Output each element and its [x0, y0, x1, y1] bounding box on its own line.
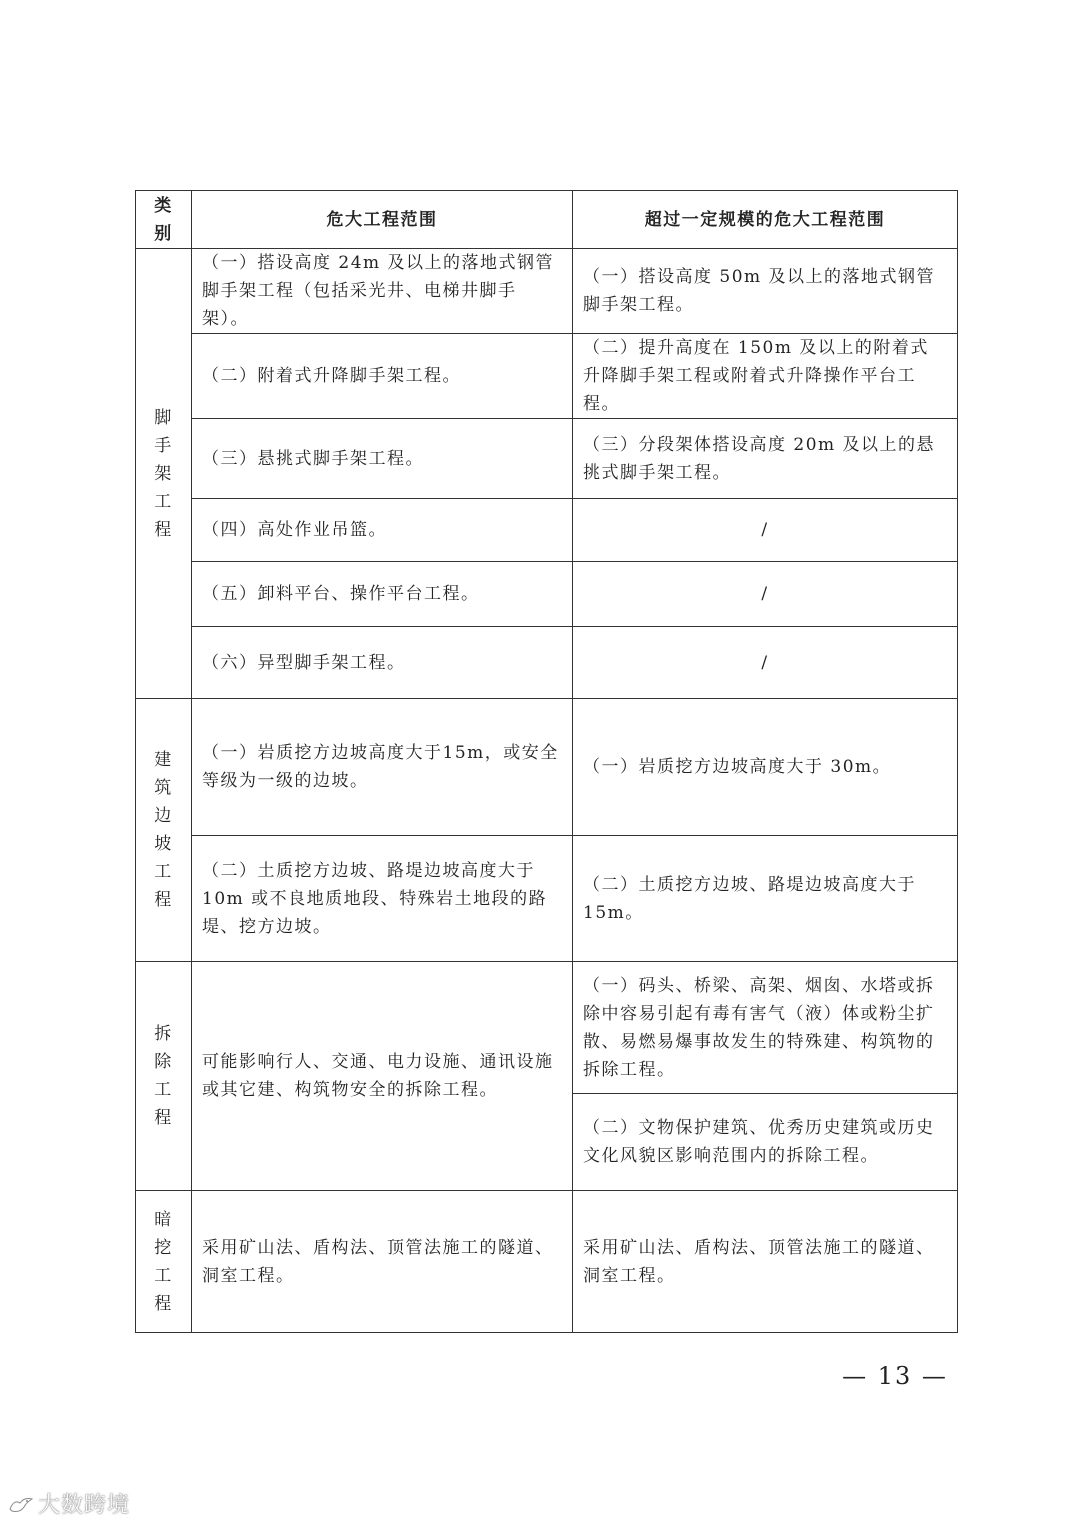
- large-scope-cell: （一）岩质挖方边坡高度大于 30m。: [573, 699, 958, 836]
- page-number: — 13 —: [842, 1362, 948, 1390]
- category-slope: 建筑边坡工程: [136, 699, 192, 962]
- scope-cell: （一）岩质挖方边坡高度大于15m，或安全等级为一级的边坡。: [192, 699, 573, 836]
- large-scope-cell: /: [573, 562, 958, 627]
- scope-cell: （一）搭设高度 24m 及以上的落地式钢管脚手架工程（包括采光井、电梯井脚手架）。: [192, 249, 573, 334]
- watermark-text: 大数跨境: [38, 1493, 131, 1518]
- large-scope-cell: （一）搭设高度 50m 及以上的落地式钢管脚手架工程。: [573, 249, 958, 334]
- table-row: [136, 499, 958, 562]
- table-row: [136, 1191, 958, 1333]
- scope-cell: （五）卸料平台、操作平台工程。: [192, 562, 573, 627]
- large-scope-cell: /: [573, 627, 958, 699]
- header-scope: 危大工程范围: [192, 191, 573, 249]
- scope-cell: 采用矿山法、盾构法、顶管法施工的隧道、洞室工程。: [192, 1191, 573, 1333]
- table-row: [136, 419, 958, 499]
- table-row: [136, 627, 958, 699]
- table-row: [136, 962, 958, 1094]
- large-scope-cell: （三）分段架体搭设高度 20m 及以上的悬挑式脚手架工程。: [573, 419, 958, 499]
- scope-cell: （三）悬挑式脚手架工程。: [192, 419, 573, 499]
- table-row: [136, 562, 958, 627]
- scope-cell: （二）土质挖方边坡、路堤边坡高度大于 10m 或不良地质地段、特殊岩土地段的路堤、挖方边坡。: [192, 836, 573, 962]
- large-scope-cell: /: [573, 499, 958, 562]
- table-header-row: [136, 191, 958, 249]
- category-tunneling: 暗挖工程: [136, 1191, 192, 1333]
- table-row: [136, 334, 958, 419]
- scope-cell: （四）高处作业吊篮。: [192, 499, 573, 562]
- hazard-scope-table: [135, 190, 958, 1333]
- large-scope-cell: （一）码头、桥梁、高架、烟囱、水塔或拆除中容易引起有毒有害气（液）体或粉尘扩散、易燃易爆事故发生的特殊建、构筑物的拆除工程。: [573, 962, 958, 1094]
- bird-logo-icon: [8, 1493, 34, 1518]
- scope-cell: （二）附着式升降脚手架工程。: [192, 334, 573, 419]
- category-scaffold: 脚手架工程: [136, 249, 192, 699]
- watermark: [8, 1488, 130, 1519]
- large-scope-cell: （二）土质挖方边坡、路堤边坡高度大于 15m。: [573, 836, 958, 962]
- large-scope-cell: （二）提升高度在 150m 及以上的附着式升降脚手架工程或附着式升降操作平台工程。: [573, 334, 958, 419]
- category-demolition: 拆除工程: [136, 962, 192, 1191]
- table-row: [136, 249, 958, 334]
- scope-cell: 可能影响行人、交通、电力设施、通讯设施或其它建、构筑物安全的拆除工程。: [192, 962, 573, 1191]
- header-category: 类别: [136, 191, 192, 249]
- large-scope-cell: 采用矿山法、盾构法、顶管法施工的隧道、洞室工程。: [573, 1191, 958, 1333]
- large-scope-cell: （二）文物保护建筑、优秀历史建筑或历史文化风貌区影响范围内的拆除工程。: [573, 1094, 958, 1191]
- table-row: [136, 699, 958, 836]
- scope-cell: （六）异型脚手架工程。: [192, 627, 573, 699]
- header-large-scope: 超过一定规模的危大工程范围: [573, 191, 958, 249]
- table-row: [136, 836, 958, 962]
